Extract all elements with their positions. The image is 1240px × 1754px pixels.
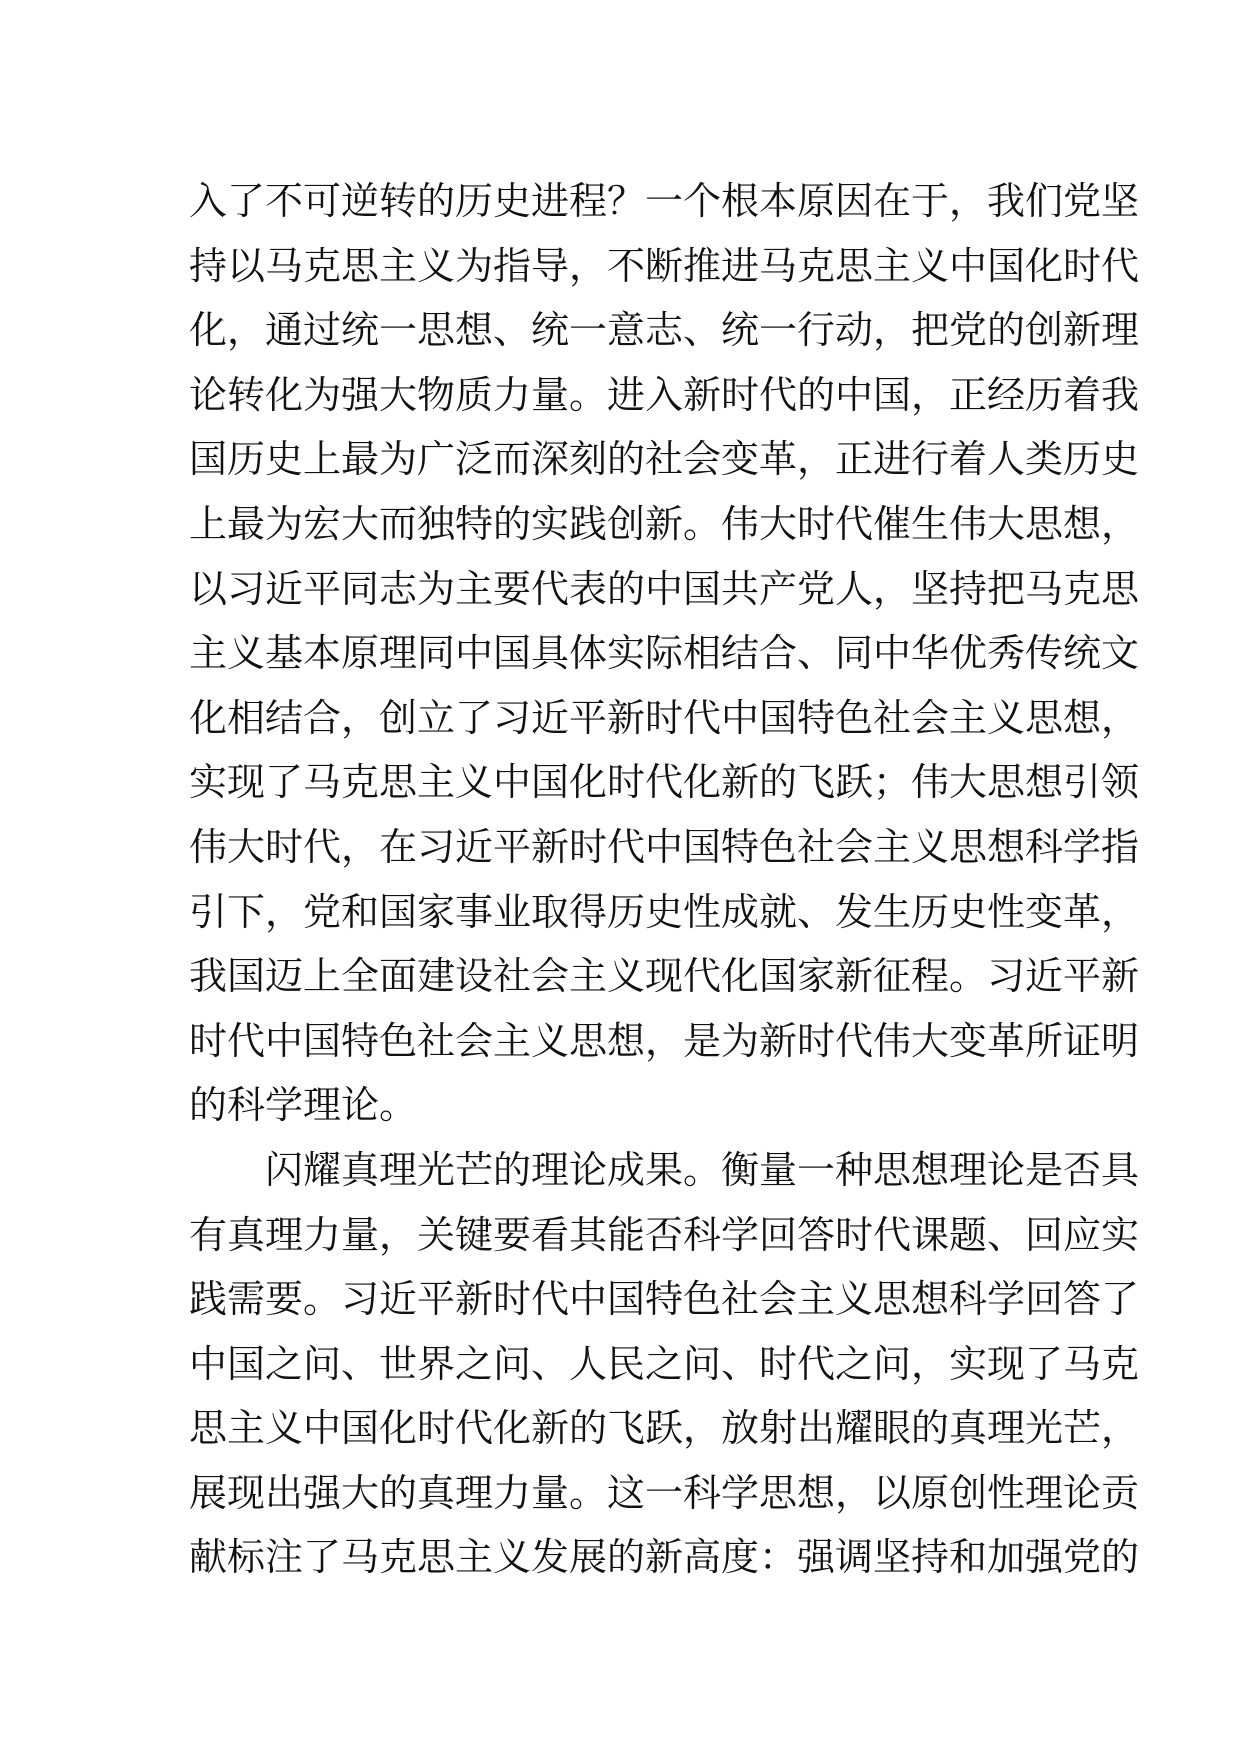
text-line: 实现了马克思主义中国化时代化新的飞跃；伟大思想引领 [189,760,1140,805]
text-line: 持以马克思主义为指导，不断推进马克思主义中国化时代 [189,243,1140,288]
text-line: 献标注了马克思主义发展的新高度：强调坚持和加强党的 [189,1535,1140,1580]
paragraph-1 [189,169,1140,1138]
text-line: 化，通过统一思想、统一意志、统一行动，把党的创新理 [189,308,1140,353]
text-line: 入了不可逆转的历史进程？一个根本原因在于，我们党坚 [189,179,1140,223]
text-line: 时代中国特色社会主义思想，是为新时代伟大变革所证明 [189,1018,1140,1063]
text-line: 我国迈上全面建设社会主义现代化国家新征程。习近平新 [189,954,1140,999]
text-line: 思主义中国化时代化新的飞跃，放射出耀眼的真理光芒， [189,1406,1140,1451]
body-text [189,169,1140,1590]
text-line: 化相结合，创立了习近平新时代中国特色社会主义思想， [189,695,1140,740]
text-line: 践需要。习近平新时代中国特色社会主义思想科学回答了 [189,1277,1140,1322]
text-line: 论转化为强大物质力量。进入新时代的中国，正经历着我 [189,372,1140,417]
text-line: 主义基本原理同中国具体实际相结合、同中华优秀传统文 [189,631,1140,676]
text-line: 有真理力量，关键要看其能否科学回答时代课题、回应实 [189,1212,1140,1257]
text-line: 国历史上最为广泛而深刻的社会变革，正进行着人类历史 [189,437,1140,482]
text-line: 闪耀真理光芒的理论成果。衡量一种思想理论是否具 [265,1147,1140,1192]
text-line: 伟大时代，在习近平新时代中国特色社会主义思想科学指 [189,824,1140,869]
text-line: 的科学理论。 [189,1083,418,1128]
text-line: 以习近平同志为主要代表的中国共产党人，坚持把马克思 [189,566,1140,611]
paragraph-2 [189,1138,1140,1590]
text-line: 引下，党和国家事业取得历史性成就、发生历史性变革， [189,889,1140,934]
text-line: 上最为宏大而独特的实践创新。伟大时代催生伟大思想， [189,501,1140,546]
text-line: 中国之问、世界之问、人民之问、时代之问，实现了马克 [189,1341,1140,1386]
text-line: 展现出强大的真理力量。这一科学思想，以原创性理论贡 [189,1470,1140,1515]
